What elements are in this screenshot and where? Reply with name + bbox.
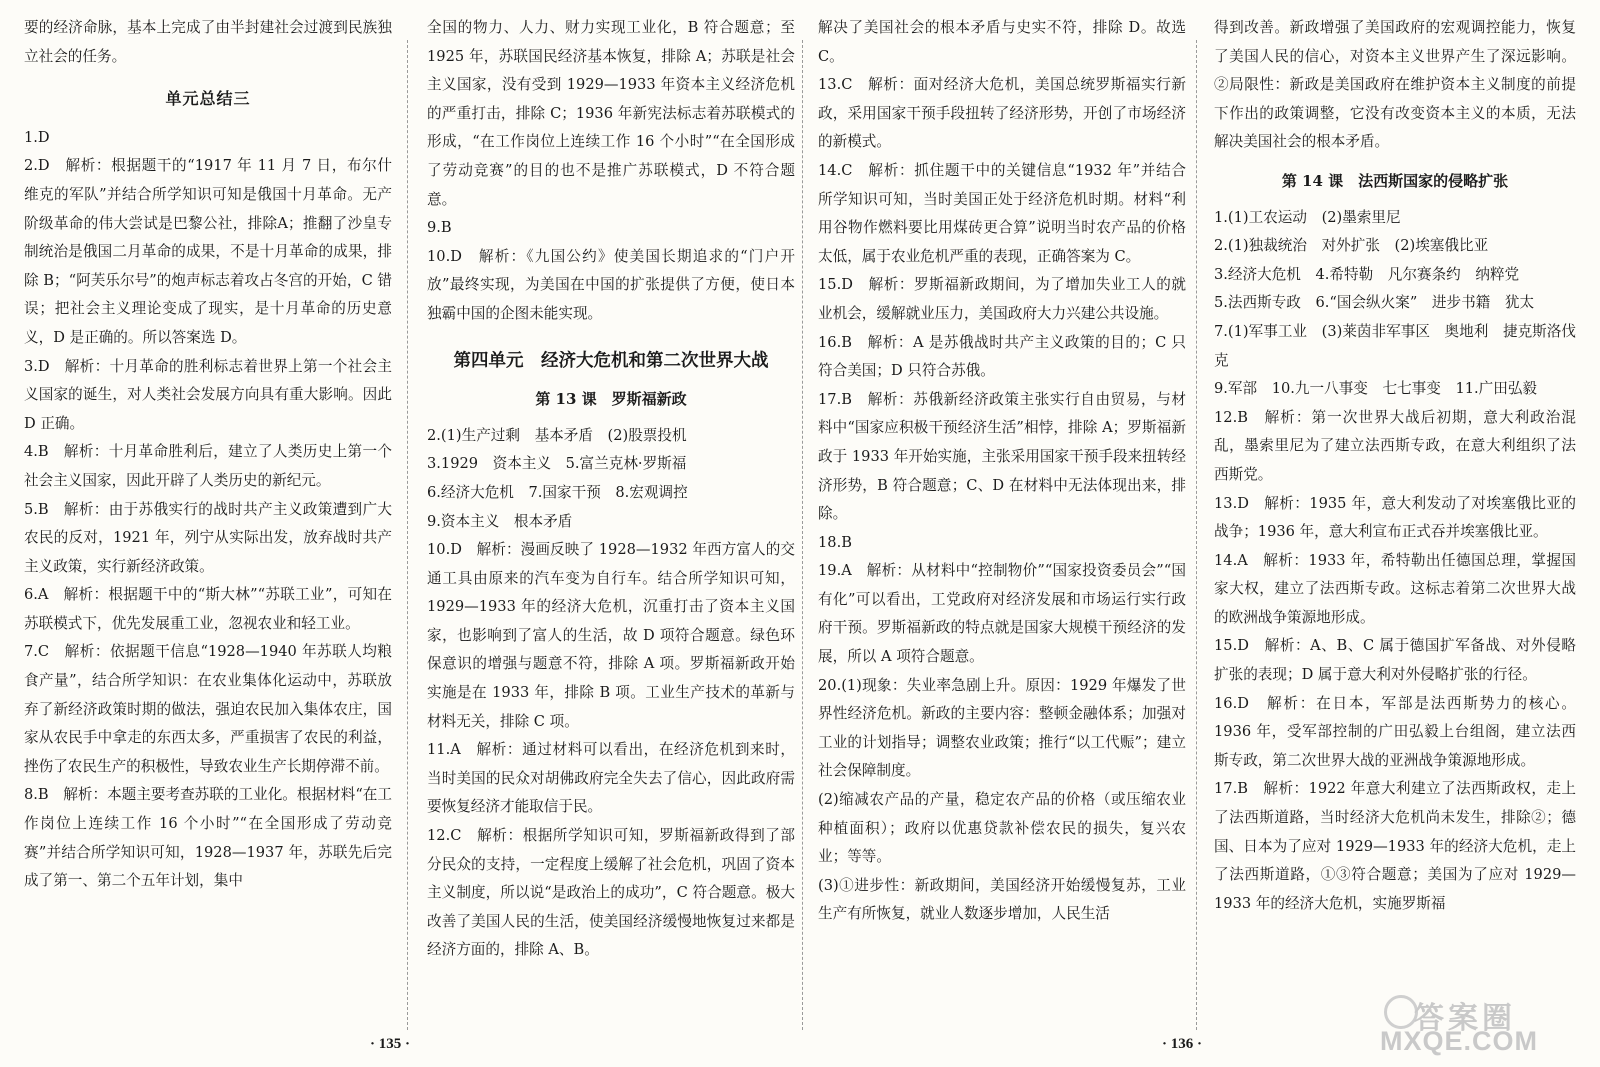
answer-item: 15.D 解析：A、B、C 属于德国扩军备战、对外侵略扩张的表现；D 属于意大利对外侵略扩张的行径。: [1214, 637, 1576, 684]
answer-item: 14.A 解析：1933 年，希特勒出任德国总理，掌握国家大权，建立了法西斯专政。这标志着第二次世界大战的欧洲战争策源地形成。: [1214, 551, 1576, 626]
answer-item: 20.(1)现象：失业率急剧上升。原因：1929 年爆发了世界性经济危机。新政的主要内容：整顿金融体系；加强对工业的计划指导；调整农业政策；推行“以工代赈”；建立社会保障制度。: [818, 676, 1186, 780]
answer-item: 1.(1)工农运动 (2)墨索里尼: [1214, 208, 1401, 226]
answer-item: 9.资本主义 根本矛盾: [427, 512, 573, 530]
answer-item: (2)缩减农产品的产量，稳定农产品的价格（或压缩农业种植面积）；政府以优惠贷款补偿农民的损失，复兴农业；等等。: [818, 791, 1186, 866]
answer-item: 16.B 解析：A 是苏俄战时共产主义政策的目的；C 只符合美国；D 只符合苏俄。: [818, 333, 1186, 380]
lesson-heading: 第 14 课 法西斯国家的侵略扩张: [1281, 171, 1509, 190]
continued-text: 得到改善。新政增强了美国政府的宏观调控能力，恢复了美国人民的信心，对资本主义世界产生了深远影响。②局限性：新政是美国政府在维护资本主义制度的前提下作出的政策调整，它没有改变资本主义的本质，无法解决美国社会的根本矛盾。: [1214, 19, 1576, 151]
answer-item: 11.A 解析：通过材料可以看出，在经济危机到来时，当时美国的民众对胡佛政府完全失去了信心，因此政府需要恢复经济才能取信于民。: [427, 741, 795, 816]
answer-item: 13.C 解析：面对经济大危机，美国总统罗斯福实行新政，采用国家干预手段扭转了经济形势，开创了市场经济的新模式。: [818, 76, 1186, 151]
answer-list: [1214, 204, 1576, 919]
answer-item: 6.经济大危机 7.国家干预 8.宏观调控: [427, 483, 688, 501]
answer-item: 9.军部 10.九一八事变 七七事变 11.广田弘毅: [1214, 380, 1538, 398]
watermark-text-bottom: MXQE.COM: [1380, 1026, 1539, 1056]
lesson-heading: 第 13 课 罗斯福新政: [535, 390, 687, 409]
answer-item: 3.D 解析：十月革命的胜利标志着世界上第一个社会主义国家的诞生，对人类社会发展方向具有重大影响。因此 D 正确。: [24, 357, 392, 432]
answer-item: 9.B: [427, 219, 452, 237]
page-number-left: · 135 ·: [370, 1036, 411, 1052]
page-number-right: · 136 ·: [1162, 1036, 1203, 1052]
answer-list: [427, 422, 795, 965]
answer-item: 3.1929 资本主义 5.富兰克林·罗斯福: [427, 455, 687, 473]
unit-summary-heading: 单元总结三: [165, 89, 251, 109]
answer-item: 2.D 解析：根据题干的“1917 年 11 月 7 日，布尔什维克的军队”并结合所学知识可知是俄国十月革命。无产阶级革命的伟大尝试是巴黎公社，排除A；推翻了沙皇专制统治是俄国二月革命的成果，不是十月革命的成果，排除 B；“阿芙乐尔号”的炮声标志着攻占冬宫的开始，C 错误；把社会主义理论变成了现实，是十月革命的历史意义，D 是正确的。所以答案选 D。: [24, 157, 392, 346]
answer-item: 5.B 解析：由于苏俄实行的战时共产主义政策遭到广大农民的反对，1921 年，列宁从实际出发，放弃战时共产主义政策，实行新经济政策。: [24, 500, 392, 575]
answer-item: 15.D 解析：罗斯福新政期间，为了增加失业工人的就业机会，缓解就业压力，美国政府大力兴建公共设施。: [818, 276, 1186, 322]
answer-item: 1.D: [24, 128, 50, 146]
column-divider: [1196, 40, 1197, 1030]
answer-column-2: [427, 14, 795, 1024]
answer-item: 19.A 解析：从材料中“控制物价”“国家投资委员会”“国有化”可以看出，工党政府对经济发展和市场运行实行政府干预。罗斯福新政的特点就是国家大规模干预经济的发展，所以 A 项符合题意。: [818, 562, 1186, 666]
answer-item: 16.D 解析：在日本，军部是法西斯势力的核心。1936 年，受军部控制的广田弘毅上台组阁，建立法西斯专政，第二次世界大战的亚洲战争策源地形成。: [1214, 694, 1576, 769]
answer-item: 17.B 解析：苏俄新经济政策主张实行自由贸易，与材料中“国家应积极干预经济生活”相悖，排除 A；罗斯福新政于 1933 年开始实施，主张采用国家干预手段来扭转经济形势，B 符合题意；C、D 在材料中无法体现出来，排除。: [818, 390, 1186, 523]
answer-item: 2.(1)生产过剩 基本矛盾 (2)股票投机: [427, 426, 687, 444]
answer-list: [24, 124, 392, 896]
column-divider: [802, 40, 803, 1030]
answer-item: 10.D 解析：《九国公约》使美国长期追求的“门户开放”最终实现，为美国在中国的扩张提供了方便，使日本独霸中国的企图未能实现。: [427, 247, 795, 322]
continued-text: 全国的物力、人力、财力实现工业化，B 符合题意；至 1925 年，苏联国民经济基本恢复，排除 A；苏联是社会主义国家，没有受到 1929—1933 年资本主义经济危机的严重打击，排除 C；1936 年新宪法标志着苏联模式的形成，“在工作岗位上连续工作 16 个小时”“在全国形成了劳动竞赛”的目的也不是推广苏联模式，D 不符合题意。: [427, 19, 795, 208]
answer-item: 10.D 解析：漫画反映了 1928—1932 年西方富人的交通工具由原来的汽车变为自行车。结合所学知识可知，1929—1933 年的经济大危机，沉重打击了资本主义国家，也影响到了富人的生活，故 D 项符合题意。绿色环保意识的增强与题意不符，排除 A 项。罗斯福新政开始实施是在 1933 年，排除 B 项。工业生产技术的革新与材料无关，排除 C 项。: [427, 541, 795, 730]
answer-item: 6.A 解析：根据题干中的“斯大林”“苏联工业”，可知在苏联模式下，优先发展重工业，忽视农业和轻工业。: [24, 586, 392, 632]
answer-item: 7.(1)军事工业 (3)莱茵非军事区 奥地利 捷克斯洛伐克: [1214, 322, 1576, 369]
answer-item: 4.B 解析：十月革命胜利后，建立了人类历史上第一个社会主义国家，因此开辟了人类历史的新纪元。: [24, 443, 392, 489]
watermark-logo-icon: [1384, 995, 1418, 1029]
answer-list: [818, 71, 1186, 929]
answer-item: 12.C 解析：根据所学知识可知，罗斯福新政得到了部分民众的支持，一定程度上缓解了社会危机，巩固了资本主义制度，所以说“是政治上的成功”，C 符合题意。极大改善了美国人民的生活，使美国经济缓慢地恢复过来都是经济方面的，排除 A、B。: [427, 827, 795, 959]
answer-item: 13.D 解析：1935 年，意大利发动了对埃塞俄比亚的战争；1936 年，意大利宣布正式吞并埃塞俄比亚。: [1214, 494, 1576, 541]
column-divider: [407, 40, 408, 1030]
answer-item: (3)①进步性：新政期间，美国经济开始缓慢复苏，工业生产有所恢复，就业人数逐步增加，人民生活: [818, 876, 1186, 923]
answer-item: 7.C 解析：依据题干信息“1928—1940 年苏联人均粮食产量”，结合所学知识：在农业集体化运动中，苏联放弃了新经济政策时期的做法，强迫农民加入集体农庄，国家从农民手中拿走的东西太多，严重损害了农民的利益，挫伤了农民生产的积极性，导致农业生产长期停滞不前。: [24, 643, 392, 775]
answer-column-1: [24, 14, 392, 1024]
answer-item: 17.B 解析：1922 年意大利建立了法西斯政权，走上了法西斯道路，当时经济大危机尚未发生，排除②；德国、日本为了应对 1929—1933 年的经济大危机，走上了法西斯道路，①③符合题意；美国为了应对 1929—1933 年的经济大危机，实施罗斯福: [1214, 780, 1576, 912]
answer-list: [427, 214, 795, 328]
answer-item: 5.法西斯专政 6.“国会纵火案” 进步书籍 犹太: [1214, 294, 1535, 312]
answer-column-3: [818, 14, 1186, 1024]
answer-item: 18.B: [818, 533, 852, 551]
answer-item: 12.B 解析：第一次世界大战后初期，意大利政治混乱，墨索里尼为了建立法西斯专政，在意大利组织了法西斯党。: [1214, 408, 1576, 483]
continued-text: 解决了美国社会的根本矛盾与史实不符，排除 D。故选 C。: [818, 19, 1186, 65]
continued-text: 要的经济命脉，基本上完成了由半封建社会过渡到民族独立社会的任务。: [24, 19, 392, 65]
answer-item: 14.C 解析：抓住题干中的关键信息“1932 年”并结合所学知识可知，当时美国正处于经济危机时期。材料“利用谷物作燃料要比用煤砖更合算”说明当时农产品的价格太低，属于农业危机严重的表现，正确答案为 C。: [818, 161, 1186, 265]
answer-item: 3.经济大危机 4.希特勒 凡尔赛条约 纳粹党: [1214, 265, 1520, 283]
answer-item: 8.B 解析：本题主要考查苏联的工业化。根据材料“在工作岗位上连续工作 16 个小时”“在全国形成了劳动竞赛”并结合所学知识可知，1928—1937 年，苏联先后完成了第一、第二个五年计划，集中: [24, 786, 392, 890]
watermark-text-top: 答案圈: [1414, 1002, 1516, 1035]
answer-item: 2.(1)独裁统治 对外扩张 (2)埃塞俄比亚: [1214, 237, 1489, 255]
unit-heading: 第四单元 经济大危机和第二次世界大战: [453, 350, 769, 371]
answer-column-4: [1214, 14, 1576, 1024]
watermark: [1374, 993, 1584, 1057]
